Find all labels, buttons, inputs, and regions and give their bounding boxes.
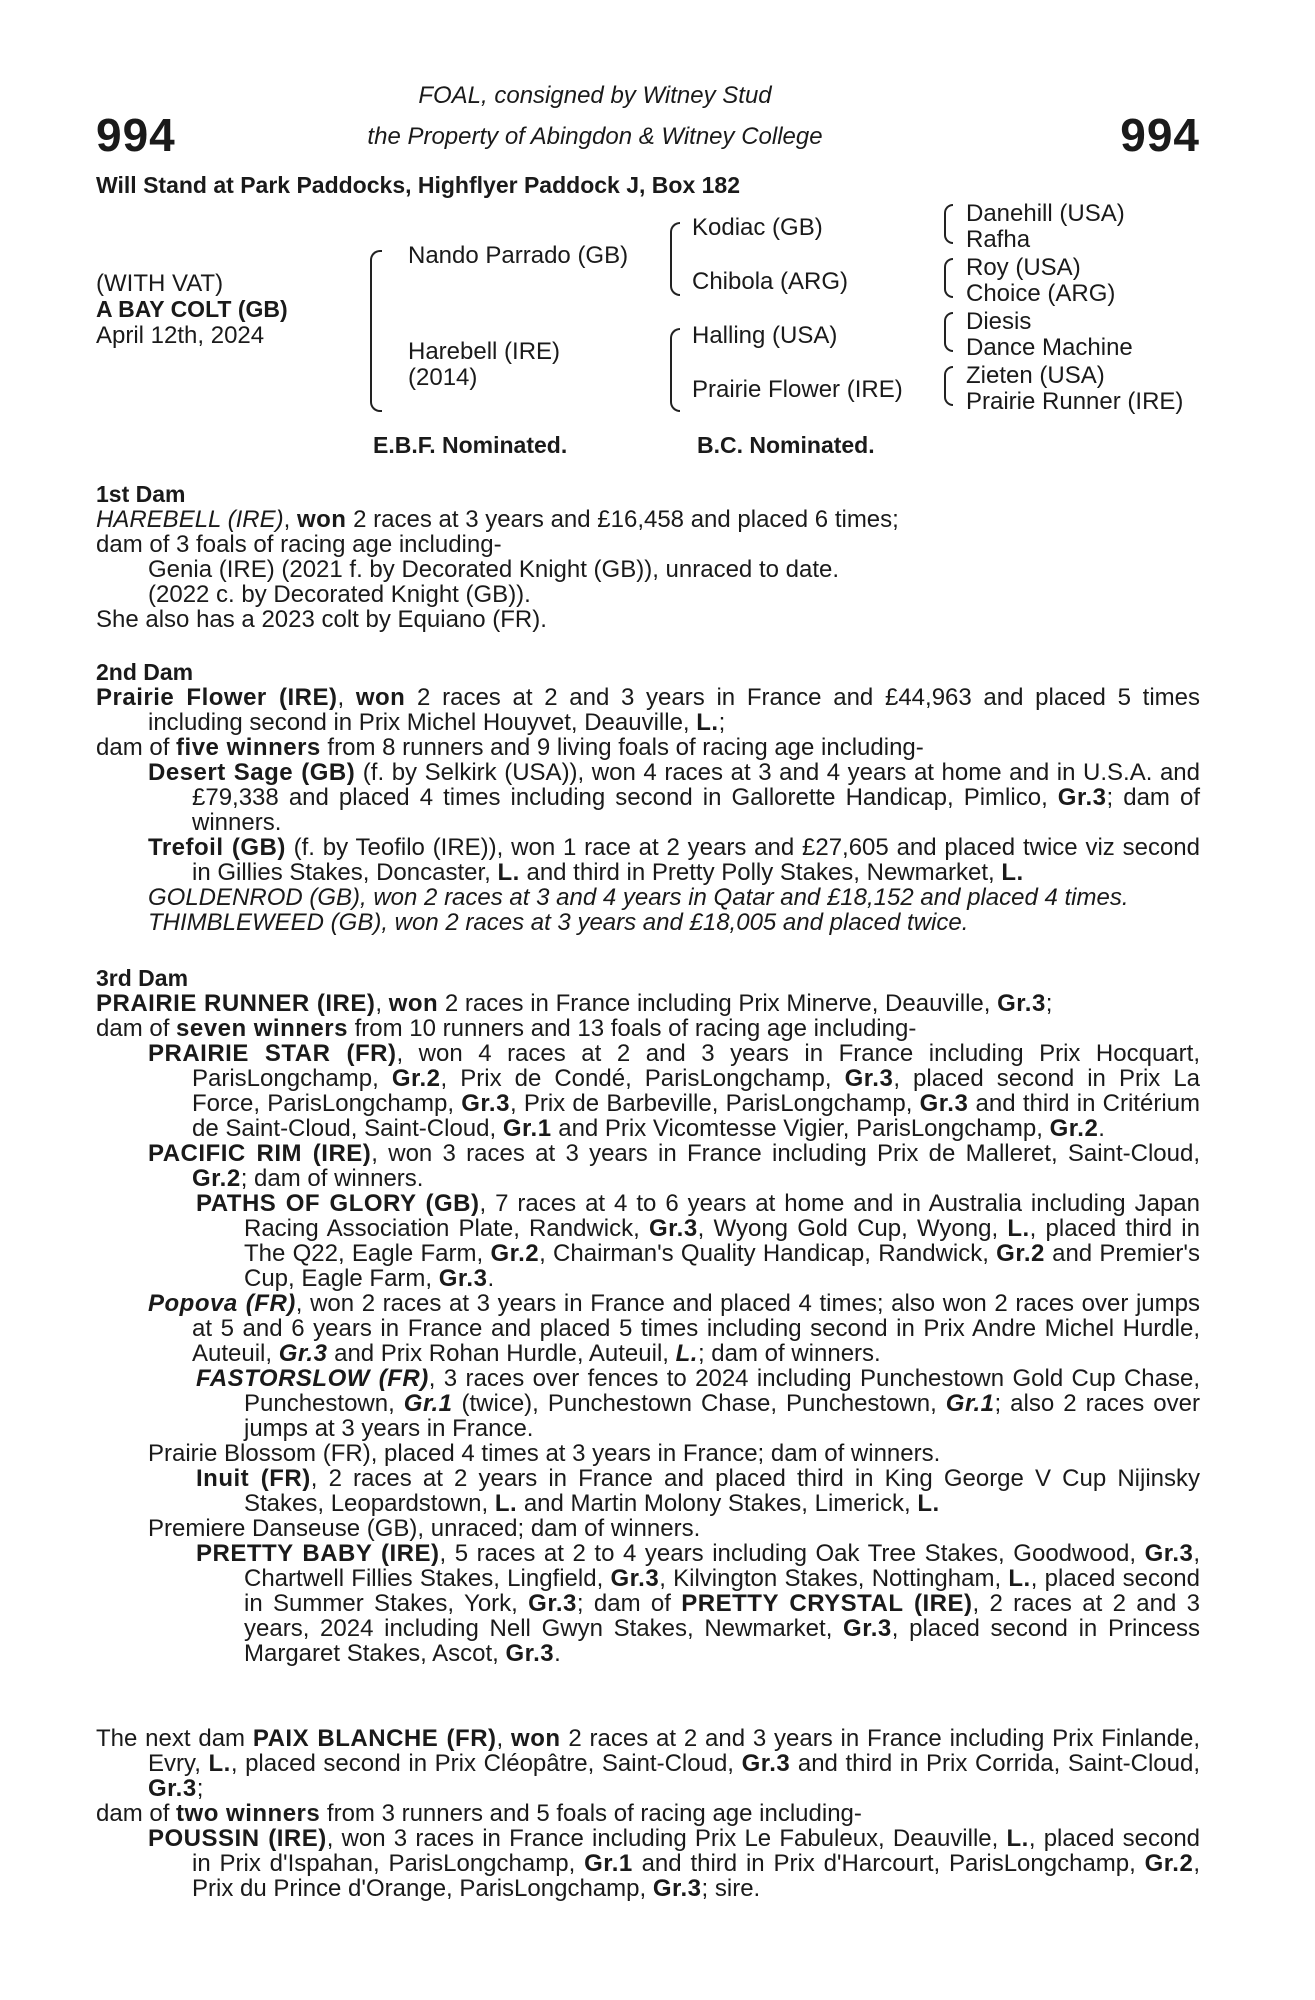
third-dam-section: 3rd Dam PRAIRIE RUNNER (IRE), won 2 races in France including Prix Minerve, Deauville, Gr.3; dam of seven winners from 10 runners and 13 foals of racing age including- PRAIRIE STAR (FR), won 4 races at 2 and 3 years in France including Prix Hocquart, ParisLongchamp, Gr.2, Prix de Condé, ParisLongchamp, Gr.3, placed second in Prix La Force, ParisLongchamp, Gr.3, Prix de Barbeville, ParisLongchamp, Gr.3 and third in Critérium de Saint-Cloud, Saint-Cloud, Gr.1 and Prix Vicomtesse Vigier, ParisLongchamp, Gr.2. PACIFIC RIM (IRE), won 3 races at 3 years in France including Prix de Malleret, Saint-Cloud, Gr.2; dam of winners. PATHS OF GLORY (GB), 7 races at 4 to 6 years at home and in Australia including Japan Racing Association Plate, Randwick, Gr.3, Wyong Gold Cup, Wyong, L., placed third in The Q22, Eagle Farm, Gr.2, Chairman's Quality Handicap, Randwick, Gr.2 and Premier's Cup, Eagle Farm, Gr.3. Popova (FR), won 2 races at 3 years in France and placed 4 times; also won 2 races over jumps at 5 and 6 years in France and placed 5 times including second in Prix Andre Michel Hurdle, Auteuil, Gr.3 and Prix Rohan Hurdle, Auteuil, L.; dam of winners. FASTORSLOW (FR), 3 races over fences to 2024 including Punchestown Gold Cup Chase, Punchestown, Gr.1 (twice), Punchestown Chase, Punchestown, Gr.1; also 2 races over jumps at 3 years in France. Prairie Blossom (FR), placed 4 times at 3 years in France; dam of winners. Inuit (FR), 2 races at 2 years in France and placed third in King George V Cup Nijinsky Stakes, Leopardstown, L. and Martin Molony Stakes, Limerick, L. Premiere Danseuse (GB), unraced; dam of winners. PRETTY BABY (IRE), 5 races at 2 to 4 years including Oak Tree Stakes, Goodwood, Gr.3, Chartwell Fillies Stakes, Lingfield, Gr.3, Kilvington Stakes, Nottingham, L., placed second in Summer Stakes, York, Gr.3; dam of PRETTY CRYSTAL (IRE), 2 races at 2 and 3 years, 2024 including Nell Gwyn Stakes, Newmarket, Gr.3, placed second in Princess Margaret Stakes, Ascot, Gr.3. xyxy=(96,965,1201,1667)
first-dam-name: HAREBELL (IRE) xyxy=(96,506,284,533)
pedigree-brace-2b xyxy=(670,328,680,412)
punct: ; xyxy=(196,1775,204,1802)
group-label: Gr.3 xyxy=(844,1065,894,1092)
produce-name: Popova (FR) xyxy=(148,1290,296,1317)
won-label: won xyxy=(388,990,439,1017)
produce-name: Trefoil (GB) xyxy=(148,834,286,861)
punct: . xyxy=(554,1640,561,1667)
first-dam-heading: 1st Dam xyxy=(96,481,186,507)
punct: ; xyxy=(1045,990,1053,1017)
listed-label: L. xyxy=(917,1490,940,1517)
produce-text: , 7 races at 4 to 6 years at home and in Australia including Japan Racing Association Plate, Randwick, xyxy=(244,1190,1200,1242)
pedigree-dam: Harebell (IRE) xyxy=(408,338,561,365)
pedigree-brace-3b xyxy=(944,258,953,298)
produce-text: , Prix de Condé, ParisLongchamp, xyxy=(440,1065,845,1092)
horse-name: A BAY COLT (GB) xyxy=(96,296,288,322)
second-dam-name: Prairie Flower (IRE) xyxy=(96,684,338,711)
pedigree-dam-year: (2014) xyxy=(408,364,478,391)
listed-label: L. xyxy=(497,859,520,886)
second-dam-text: 2 races at 2 and 3 years in France and £44,963 and placed 5 times including second in Prix Michel Houyvet, Deauville, xyxy=(148,684,1200,736)
ebf-nominated: E.B.F. Nominated. xyxy=(373,432,568,458)
produce-text: ; dam of winners. xyxy=(697,1340,881,1367)
third-dam-name: PRAIRIE RUNNER (IRE) xyxy=(96,990,376,1017)
pedigree-dsd: Dance Machine xyxy=(966,334,1133,361)
produce-text: , placed third in The Q22, Eagle Farm, xyxy=(244,1215,1200,1267)
group-label: Gr.3 xyxy=(278,1340,328,1367)
group-label: Gr.3 xyxy=(919,1090,969,1117)
pedigree-ddd: Prairie Runner (IRE) xyxy=(966,388,1184,415)
produce-name: Desert Sage (GB) xyxy=(148,759,356,786)
produce-text: from 3 runners and 5 foals of racing age including- xyxy=(320,1800,862,1827)
pedigree-sire-dam: Chibola (ARG) xyxy=(692,268,849,295)
second-dam-heading: 2nd Dam xyxy=(96,659,194,685)
stand-location: Will Stand at Park Paddocks, Highflyer Paddock J, Box 182 xyxy=(96,172,740,198)
produce-text: ; dam of winners. xyxy=(192,784,1200,836)
winners-count: two winners xyxy=(176,1800,321,1827)
produce-name: PRETTY BABY (IRE) xyxy=(196,1540,440,1567)
pedigree-brace-3c xyxy=(944,312,953,352)
produce-text: ; also 2 races over jumps at 3 years in France. xyxy=(244,1390,1200,1442)
produce-text: and third in Critérium de Saint-Cloud, Saint-Cloud, xyxy=(192,1090,1200,1142)
first-dam-foal-1: Genia (IRE) (2021 f. by Decorated Knight (GB)), unraced to date. xyxy=(148,556,840,583)
group-label: Gr.2 xyxy=(490,1240,540,1267)
group-label: Gr.1 xyxy=(502,1115,552,1142)
consignment-line-2: the Property of Abingdon & Witney College xyxy=(367,123,823,150)
horse-dob: April 12th, 2024 xyxy=(96,322,265,349)
lot-number-right: 994 xyxy=(1120,109,1200,161)
pedigree-dss: Diesis xyxy=(966,308,1032,335)
produce-text: dam of xyxy=(96,1800,177,1827)
produce-prairie-blossom: Prairie Blossom (FR), placed 4 times at 3 years in France; dam of winners. xyxy=(148,1440,941,1467)
pedigree-brace-2a xyxy=(670,222,680,296)
produce-text: , Chartwell Fillies Stakes, Lingfield, xyxy=(244,1540,1201,1592)
produce-text: , won 4 races at 2 and 3 years in France including Prix Hocquart, ParisLongchamp, xyxy=(192,1040,1200,1092)
consignment-line-1: FOAL, consigned by Witney Stud xyxy=(418,82,772,109)
produce-name: POUSSIN (IRE) xyxy=(148,1825,327,1852)
next-dam-name: PAIX BLANCHE (FR) xyxy=(252,1725,497,1752)
next-dam-intro: The next dam xyxy=(96,1725,253,1752)
won-label: won xyxy=(355,684,406,711)
produce-text: (twice), Punchestown Chase, Punchestown, xyxy=(452,1390,946,1417)
group-label: Gr.3 xyxy=(997,990,1046,1017)
group-label: Gr.3 xyxy=(1057,784,1107,811)
produce-text: (f. by Teofilo (IRE)), won 1 race at 2 years and £27,605 and placed twice viz second in Gillies Stakes, Doncaster, xyxy=(192,834,1200,886)
produce-name: PACIFIC RIM (IRE) xyxy=(148,1140,372,1167)
produce-text: , 2 races at 2 years in France and placed third in King George V Cup Nijinsky Stakes, Leopardstown, xyxy=(244,1465,1200,1517)
won-label: won xyxy=(296,506,347,533)
produce-name: FASTORSLOW (FR) xyxy=(196,1365,429,1392)
produce-name: Inuit (FR) xyxy=(196,1465,311,1492)
third-dam-text: 2 races in France including Prix Minerve, Deauville, xyxy=(438,990,998,1017)
group-label: Gr.2 xyxy=(1144,1850,1194,1877)
pedigree-sire: Nando Parrado (GB) xyxy=(408,242,629,269)
pedigree-sire-sire: Kodiac (GB) xyxy=(692,214,823,241)
produce-text: and third in Prix d'Harcourt, ParisLongchamp, xyxy=(632,1850,1145,1877)
produce-text: , Prix de Barbeville, ParisLongchamp, xyxy=(509,1090,920,1117)
listed-label: L. xyxy=(675,1340,698,1367)
punct: . xyxy=(1098,1115,1105,1142)
produce-text: , placed second in Prix La Force, ParisLongchamp, xyxy=(192,1065,1201,1117)
listed-label: L. xyxy=(494,1490,518,1517)
group-label: Gr.1 xyxy=(584,1850,633,1877)
produce-text: (f. by Selkirk (USA)), won 4 races at 3 and 4 years at home and in U.S.A. and £79,338 and placed 4 times including second in Gallorette Handicap, Pimlico, xyxy=(192,759,1201,811)
produce-text: , won 3 races in France including Prix Le Fabuleux, Deauville, xyxy=(326,1825,1007,1852)
group-label: Gr.3 xyxy=(648,1215,698,1242)
next-dam-section: The next dam PAIX BLANCHE (FR), won 2 races at 2 and 3 years in France including Prix Finlande, Evry, L., placed second in Prix Cléopâtre, Saint-Cloud, Gr.3 and third in Prix Corrida, Saint-Cloud, Gr.3; dam of two winners from 3 runners and 5 foals of racing age including- POUSSIN (IRE), won 3 races in France including Prix Le Fabuleux, Deauville, L., placed second in Prix d'Ispahan, ParisLongchamp, Gr.1 and third in Prix d'Harcourt, ParisLongchamp, Gr.2, Prix du Prince d'Orange, ParisLongchamp, Gr.3; sire. xyxy=(96,1725,1201,1902)
produce-text: , 2 races at 2 and 3 years, 2024 including Nell Gwyn Stakes, Newmarket, xyxy=(244,1590,1201,1642)
pedigree-ssd: Rafha xyxy=(966,226,1031,253)
produce-goldenrod: GOLDENROD (GB), won 2 races at 3 and 4 years in Qatar and £18,152 and placed 4 times. xyxy=(148,884,1129,911)
group-label: Gr.3 xyxy=(1144,1540,1194,1567)
group-label: Gr.1 xyxy=(945,1390,995,1417)
produce-text: , 5 races at 2 to 4 years including Oak Tree Stakes, Goodwood, xyxy=(439,1540,1145,1567)
produce-text: , Chairman's Quality Handicap, Randwick, xyxy=(539,1240,997,1267)
first-dam-section: 1st Dam HAREBELL (IRE), won 2 races at 3 years and £16,458 and placed 6 times; dam of 3 foals of racing age including- Genia (IRE) (2021 f. by Decorated Knight (GB)), unraced to date. (2022 c. by Decorated Knight (GB)). She also has a 2023 colt by Equiano (FR). xyxy=(96,482,1200,632)
group-label: Gr.3 xyxy=(843,1615,892,1642)
produce-text: , placed second in Princess Margaret Stakes, Ascot, xyxy=(244,1615,1200,1667)
winners-count: five winners xyxy=(176,734,321,761)
produce-text: ; dam of winners. xyxy=(240,1165,424,1192)
produce-text: , placed second in Prix d'Ispahan, ParisLongchamp, xyxy=(192,1825,1201,1877)
produce-text: , Kilvington Stakes, Nottingham, xyxy=(659,1565,1009,1592)
pedigree-dam-dam: Prairie Flower (IRE) xyxy=(692,376,903,403)
produce-text: , won 3 races at 3 years in France including Prix de Malleret, Saint-Cloud, xyxy=(371,1140,1200,1167)
punct: . xyxy=(487,1265,495,1292)
group-label: Gr.3 xyxy=(438,1265,488,1292)
produce-text: , placed second in Summer Stakes, York, xyxy=(244,1565,1201,1617)
pedigree-sdd: Choice (ARG) xyxy=(966,280,1116,307)
vat-note: (WITH VAT) xyxy=(96,270,224,297)
group-label: Gr.3 xyxy=(148,1775,197,1802)
group-label: Gr.3 xyxy=(741,1750,791,1777)
produce-text: , 3 races over fences to 2024 including Punchestown Gold Cup Chase, Punchestown, xyxy=(244,1365,1200,1417)
next-dam-text: , placed second in Prix Cléopâtre, Saint-Cloud, xyxy=(230,1750,742,1777)
next-dam-text: and third in Prix Corrida, Saint-Cloud, xyxy=(790,1750,1200,1777)
produce-name: PRAIRIE STAR (FR) xyxy=(148,1040,397,1067)
produce-text: , won 2 races at 3 years in France and placed 4 times; also won 2 races over jumps at 5 and 6 years in France and placed 5 times including second in Prix Andre Michel Hurdle, Auteuil, xyxy=(192,1290,1200,1367)
first-dam-produce: dam of 3 foals of racing age including- xyxy=(96,531,502,558)
produce-text: from 10 runners and 13 foals of racing age including- xyxy=(347,1015,917,1042)
first-dam-summary: 2 races at 3 years and £16,458 and placed 6 times; xyxy=(346,506,899,533)
pedigree-brace-3a xyxy=(944,204,953,244)
produce-text: and Prix Rohan Hurdle, Auteuil, xyxy=(327,1340,676,1367)
listed-label: L. xyxy=(696,709,719,736)
next-dam-text: 2 races at 2 and 3 years in France including Prix Finlande, Evry, xyxy=(148,1725,1201,1777)
listed-label: L. xyxy=(1006,1825,1029,1852)
produce-text: , Prix du Prince d'Orange, ParisLongchamp, xyxy=(192,1850,1200,1902)
group-label: Gr.3 xyxy=(461,1090,510,1117)
group-label: Gr.3 xyxy=(652,1875,702,1902)
bc-nominated: B.C. Nominated. xyxy=(697,432,875,458)
produce-text: and Premier's Cup, Eagle Farm, xyxy=(244,1240,1200,1292)
group-label: Gr.2 xyxy=(391,1065,441,1092)
group-label: Gr.3 xyxy=(528,1590,577,1617)
listed-label: L. xyxy=(1007,1215,1030,1242)
produce-text: ; sire. xyxy=(701,1875,761,1902)
group-label: Gr.2 xyxy=(1049,1115,1099,1142)
second-dam-section: 2nd Dam Prairie Flower (IRE), won 2 races at 2 and 3 years in France and £44,963 and placed 5 times including second in Prix Michel Houyvet, Deauville, L.; dam of five winners from 8 runners and 9 living foals of racing age including- Desert Sage (GB) (f. by Selkirk (USA)), won 4 races at 3 and 4 years at home and in U.S.A. and £79,338 and placed 4 times including second in Gallorette Handicap, Pimlico, Gr.3; dam of winners. Trefoil (GB) (f. by Teofilo (IRE)), won 1 race at 2 years and £27,605 and placed twice viz second in Gillies Stakes, Doncaster, L. and third in Pretty Polly Stakes, Newmarket, L. GOLDENROD (GB), won 2 races at 3 and 4 years in Qatar and £18,152 and placed 4 times. THIMBLEWEED (GB), won 2 races at 3 years and £18,005 and placed twice. xyxy=(96,659,1201,936)
group-label: Gr.2 xyxy=(996,1240,1045,1267)
produce-text: dam of xyxy=(96,734,177,761)
pedigree-brace-1 xyxy=(370,250,382,412)
produce-text: , Wyong Gold Cup, Wyong, xyxy=(697,1215,1008,1242)
produce-name: PATHS OF GLORY (GB) xyxy=(196,1190,480,1217)
listed-label: L. xyxy=(1001,859,1024,886)
third-dam-heading: 3rd Dam xyxy=(96,965,189,991)
pedigree-sds: Roy (USA) xyxy=(966,254,1081,281)
produce-text: and Prix Vicomtesse Vigier, ParisLongchamp, xyxy=(551,1115,1050,1142)
produce-text: and Martin Molony Stakes, Limerick, xyxy=(517,1490,918,1517)
pedigree-brace-3d xyxy=(944,366,953,406)
group-label: Gr.2 xyxy=(192,1165,241,1192)
produce-thimbleweed: THIMBLEWEED (GB), won 2 races at 3 years and £18,005 and placed twice. xyxy=(148,909,969,936)
pedigree-dam-sire: Halling (USA) xyxy=(692,322,838,349)
group-label: Gr.3 xyxy=(610,1565,660,1592)
listed-label: L. xyxy=(208,1750,231,1777)
produce-name: PRETTY CRYSTAL (IRE) xyxy=(681,1590,973,1617)
produce-text: and third in Pretty Polly Stakes, Newmarket, xyxy=(519,859,1002,886)
produce-premiere-danseuse: Premiere Danseuse (GB), unraced; dam of winners. xyxy=(148,1515,701,1542)
first-dam-also: She also has a 2023 colt by Equiano (FR). xyxy=(96,606,547,633)
punct: ; xyxy=(718,709,726,736)
produce-text: dam of xyxy=(96,1015,177,1042)
group-label: Gr.1 xyxy=(403,1390,453,1417)
lot-number-left: 994 xyxy=(96,109,176,161)
pedigree-dds: Zieten (USA) xyxy=(966,362,1105,389)
listed-label: L. xyxy=(1008,1565,1031,1592)
produce-text: ; dam of xyxy=(576,1590,682,1617)
winners-count: seven winners xyxy=(176,1015,348,1042)
group-label: Gr.3 xyxy=(505,1640,555,1667)
won-label: won xyxy=(511,1725,561,1752)
produce-text: from 8 runners and 9 living foals of racing age including- xyxy=(320,734,924,761)
pedigree-sss: Danehill (USA) xyxy=(966,200,1125,227)
first-dam-foal-2: (2022 c. by Decorated Knight (GB)). xyxy=(148,581,531,608)
